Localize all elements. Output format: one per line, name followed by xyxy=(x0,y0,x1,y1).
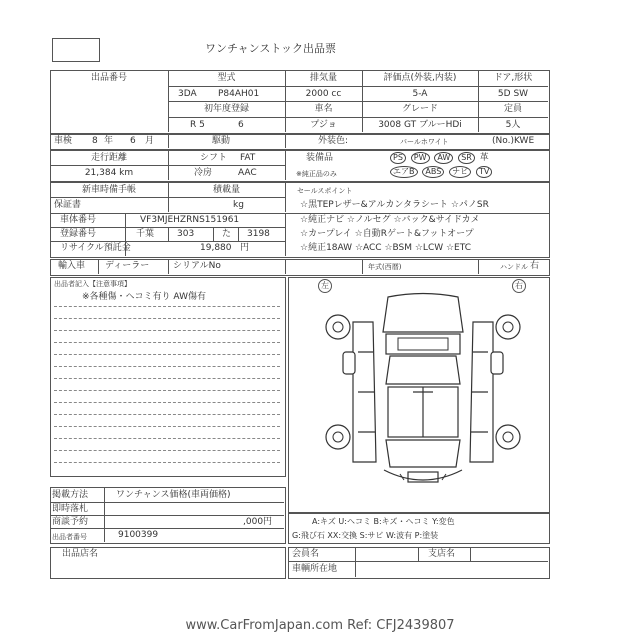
left-marker-label: 左 xyxy=(321,281,329,290)
inspection-year-unit: 年 xyxy=(104,136,114,146)
model-code: P84AH01 xyxy=(218,89,260,99)
door-shape-label: ドア,形状 xyxy=(493,73,533,83)
row-inspection xyxy=(50,134,550,150)
reg-month: 6 xyxy=(238,120,244,130)
year-type-label: 年式(西暦) xyxy=(368,263,402,271)
member-no-label: 出品者番号 xyxy=(52,533,87,541)
plate-number: 3198 xyxy=(247,229,270,239)
equip-leather: 革 xyxy=(479,153,489,163)
new-car-docs-label: 新車時備手帳 xyxy=(81,185,136,195)
note-writing-line xyxy=(54,354,280,355)
chassis-no-label: 車体番号 xyxy=(60,215,97,225)
wheel-rear-right xyxy=(496,425,520,449)
plate-class: 303 xyxy=(177,229,195,239)
note-line-1: ※各種傷・ヘコミ有り AW傷有 xyxy=(82,292,206,302)
exterior-color-label: 外装色: xyxy=(318,136,349,146)
handle-label: ハンドル xyxy=(500,263,528,271)
member-no-value: 9100399 xyxy=(118,530,159,540)
price-unit: ,000円 xyxy=(243,517,273,527)
delivery-label: 車輌所在地 xyxy=(292,564,338,574)
recycle-unit: 円 xyxy=(240,243,250,253)
equipment-row1 xyxy=(390,152,489,164)
capacity-label: 定員 xyxy=(503,104,522,114)
genuine-note: ※純正品のみ xyxy=(296,170,337,178)
equipment-row2 xyxy=(390,166,494,178)
member-name-label: 会員名 xyxy=(292,549,320,559)
page-title: ワンチャンストック出品票 xyxy=(205,42,337,55)
aircon-label: 冷房 xyxy=(194,168,213,178)
shift-value: FAT xyxy=(240,153,256,163)
note-writing-line xyxy=(54,402,280,403)
import-label: 輸入車 xyxy=(58,261,86,271)
branch-label: 支店名 xyxy=(428,549,456,559)
equip-airbag: エアB xyxy=(390,166,418,178)
note-writing-line xyxy=(54,330,280,331)
car-diagram xyxy=(318,292,528,492)
model-label: 型式 xyxy=(217,73,236,83)
inspection-month-unit: 月 xyxy=(145,136,155,146)
score-value: 5-A xyxy=(412,89,428,99)
equip-aw: AW xyxy=(434,152,453,164)
score-label: 評価点(外装,内装) xyxy=(383,73,457,83)
note-writing-line xyxy=(54,462,280,463)
listing-label: 掲載方法 xyxy=(52,490,89,500)
equip-pw: PW xyxy=(411,152,430,164)
import-type: ディーラー xyxy=(105,261,150,271)
grade-label: グレード xyxy=(401,104,438,114)
mileage-label: 走行距離 xyxy=(90,153,127,163)
shop-name-label: 出品店名 xyxy=(62,549,99,559)
note-writing-line xyxy=(54,414,280,415)
displacement-label: 排気量 xyxy=(309,73,337,83)
note-writing-line xyxy=(54,306,280,307)
right-marker xyxy=(512,279,526,293)
serial-label: シリアルNo xyxy=(173,261,221,271)
note-writing-line xyxy=(54,318,280,319)
plate-area: 千葉 xyxy=(136,229,155,239)
warranty-label: 保証書 xyxy=(54,200,82,210)
reg-era: R 5 xyxy=(190,120,205,130)
recycle-label: リサイクル預託金 xyxy=(60,243,131,253)
note-writing-line xyxy=(54,450,280,451)
equip-navi: ナビ xyxy=(449,166,471,178)
car-name-label: 車名 xyxy=(314,104,333,114)
shift-label: シフト xyxy=(200,153,228,163)
lot-no-label: 出品番号 xyxy=(90,73,127,83)
mileage-value: 21,384 km xyxy=(84,168,134,178)
legend-line-1: A:キズ U:ヘコミ B:キズ・ヘコミ Y:変色 xyxy=(312,517,455,526)
watermark: www.CarFromJapan.com Ref: CFJ2439807 xyxy=(185,618,455,633)
note-writing-line xyxy=(54,342,280,343)
door-shape-value: 5D SW xyxy=(497,89,529,99)
sales-line-3: ☆カープレイ ☆自動Rゲート&フットオープ xyxy=(300,229,474,239)
car-name-value: プジョ xyxy=(310,120,337,130)
listing-value: ワンチャンス価格(車両価格) xyxy=(116,490,231,500)
load-unit: kg xyxy=(233,200,244,210)
sales-point-label: セールスポイント xyxy=(297,187,353,195)
car-windshield xyxy=(386,356,460,384)
equipment-label: 装備品 xyxy=(306,153,334,163)
negotiation-label: 商談予約 xyxy=(52,517,89,527)
wheel-rear-left xyxy=(326,425,350,449)
first-reg-label: 初年度登録 xyxy=(203,104,249,114)
equip-abs: ABS xyxy=(422,166,444,178)
handle-value: 右 xyxy=(530,261,540,271)
car-roof xyxy=(383,294,463,333)
inspection-year: 8 xyxy=(92,136,98,146)
inspection-month: 6 xyxy=(130,136,136,146)
wheel-front-right xyxy=(496,315,520,339)
load-label: 積載量 xyxy=(212,185,240,195)
equip-ps: PS xyxy=(390,152,406,164)
model-prefix: 3DA xyxy=(178,89,197,99)
drive-label: 駆動 xyxy=(212,136,231,146)
color-name: パールホワイト xyxy=(400,138,449,146)
sales-line-2: ☆純正ナビ ☆ノルセグ ☆バック&サイドカメ xyxy=(300,215,480,225)
displacement-value: 2000 cc xyxy=(305,89,342,99)
capacity-value: 5人 xyxy=(505,120,521,130)
color-code: (No.)KWE xyxy=(492,136,535,146)
left-marker xyxy=(318,279,332,293)
wheel-front-left xyxy=(326,315,350,339)
plate-kana: た xyxy=(222,229,232,239)
equip-sr: SR xyxy=(458,152,475,164)
note-writing-line xyxy=(54,378,280,379)
note-writing-line xyxy=(54,438,280,439)
note-writing-line xyxy=(54,390,280,391)
mirror-left xyxy=(343,352,355,374)
aircon-value: AAC xyxy=(238,168,257,178)
legend-line-2: G:飛び石 XX:交換 S:サビ W:波有 P:塗装 xyxy=(292,531,439,540)
sales-line-4: ☆純正18AW ☆ACC ☆BSM ☆LCW ☆ETC xyxy=(300,243,472,253)
notes-area xyxy=(50,277,286,477)
plate-no-label: 登録番号 xyxy=(60,229,97,239)
stamp-box xyxy=(52,38,100,62)
notes-label: 出品者記入【注意事項】 xyxy=(54,280,131,288)
instant-label: 即時落札 xyxy=(52,504,89,514)
sales-line-1: ☆黒TEPレザー&アルカンタラシート ☆パノSR xyxy=(300,200,489,210)
car-rear-window xyxy=(386,440,460,467)
inspection-label: 車検 xyxy=(54,136,73,146)
right-marker-label: 右 xyxy=(515,281,523,290)
recycle-value: 19,880 xyxy=(200,243,232,253)
note-writing-line xyxy=(54,426,280,427)
mirror-right xyxy=(491,352,503,374)
car-hood xyxy=(386,334,460,354)
equip-tv: TV xyxy=(476,166,492,178)
note-writing-line xyxy=(54,366,280,367)
chassis-no-value: VF3MJEHZRNS151961 xyxy=(140,215,240,225)
grade-value: 3008 GT ブルーHDi xyxy=(378,120,462,130)
